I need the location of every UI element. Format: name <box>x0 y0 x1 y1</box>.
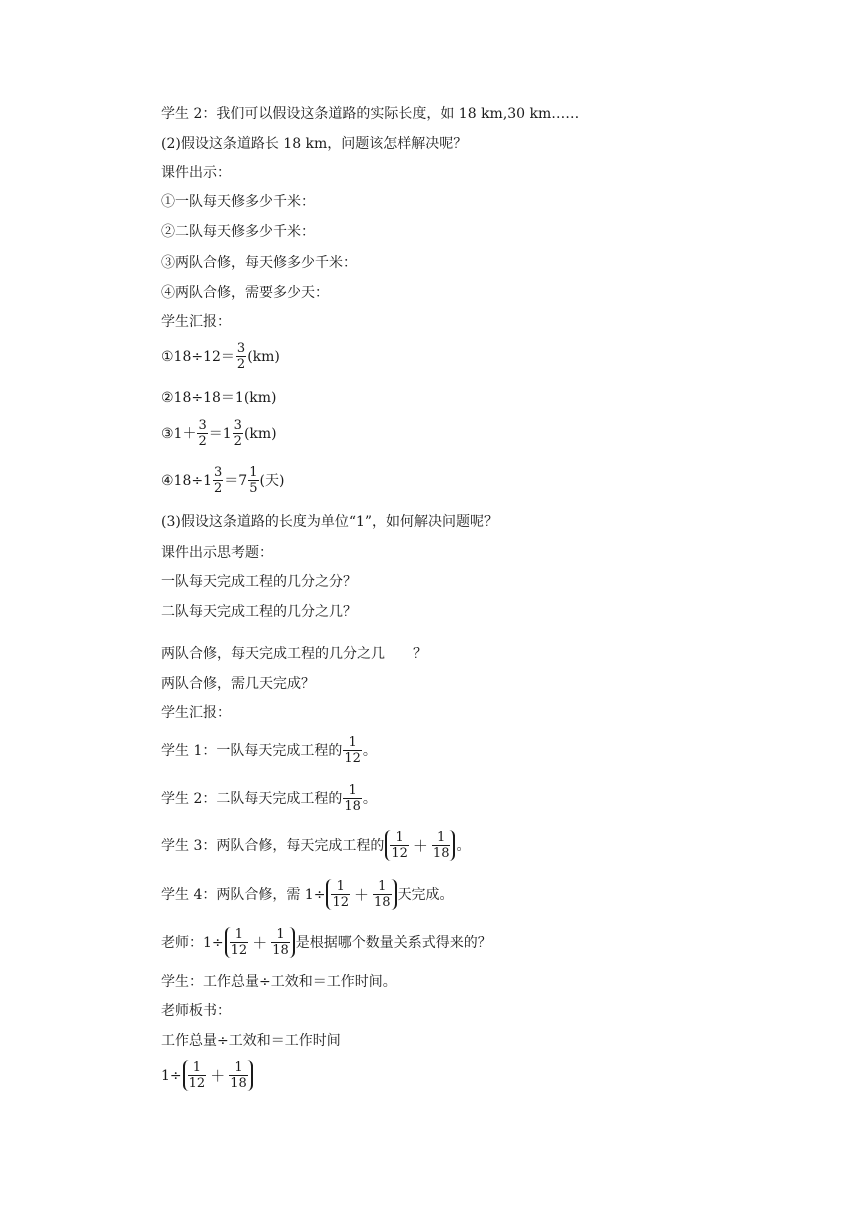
equation-1 <box>161 341 280 372</box>
answer-text: 。 <box>456 837 471 854</box>
fraction <box>343 735 362 766</box>
text-line: 课件出示： <box>161 165 231 181</box>
numerator: 1 <box>192 1060 202 1075</box>
fraction <box>343 783 362 814</box>
plus-sign: ＋ <box>354 885 370 904</box>
parenthesized-sum <box>225 927 295 958</box>
text-line: 学生：工作总量÷工效和＝工作时间。 <box>161 974 397 990</box>
answer-text: 。 <box>362 742 377 759</box>
denominator: 12 <box>344 751 361 766</box>
text-line: 两队合修，需几天完成？ <box>161 676 315 692</box>
question-text: 是根据哪个数量关系式得来的？ <box>295 934 492 951</box>
text-line: 二队每天完成工程的几分之几？ <box>161 604 357 620</box>
fraction <box>197 418 207 449</box>
denominator: 2 <box>198 434 207 449</box>
text-line: 工作总量÷工效和＝工作时间 <box>161 1033 341 1049</box>
numerator: 1 <box>437 830 446 845</box>
student-1-answer <box>161 735 377 766</box>
text-line: 老师板书： <box>161 1003 231 1019</box>
parenthesized-sum <box>326 879 396 910</box>
student-3-answer <box>161 830 470 861</box>
plus-sign: ＋ <box>252 933 268 952</box>
answer-text: 天完成。 <box>397 886 454 903</box>
board-formula <box>161 1060 254 1091</box>
fraction <box>188 1060 207 1091</box>
answer-text: 。 <box>362 790 377 807</box>
denominator: 5 <box>249 481 258 496</box>
equation-text: ＝7 <box>224 472 248 489</box>
numerator: 1 <box>395 830 404 845</box>
numerator: 3 <box>214 465 223 480</box>
plus-sign: ＋ <box>412 836 428 855</box>
text-line: 一队每天完成工程的几分之分？ <box>161 574 357 590</box>
denominator: 18 <box>432 846 450 861</box>
text-line: ④两队合修，需要多少天： <box>161 285 329 301</box>
equation-3 <box>161 418 277 449</box>
text-line: ①一队每天修多少千米： <box>161 194 315 210</box>
answer-text: 学生 1：一队每天完成工程的 <box>161 742 343 759</box>
equation-text: (km) <box>247 348 280 365</box>
answer-text: 学生 4：两队合修，需 1÷ <box>161 886 326 903</box>
equation-text: ③1＋ <box>161 425 197 442</box>
denominator: 2 <box>214 481 223 496</box>
fraction <box>432 830 451 861</box>
equation-text: ①18÷12＝ <box>161 348 235 365</box>
numerator: 3 <box>198 418 207 433</box>
numerator: 1 <box>348 783 357 798</box>
text-line: 课件出示思考题： <box>161 545 273 561</box>
denominator: 2 <box>233 434 242 449</box>
formula-text: 1÷ <box>161 1067 182 1084</box>
text-line: 两队合修，每天完成工程的几分之几 ？ <box>161 646 427 662</box>
numerator: 1 <box>249 465 258 480</box>
equation-2: ②18÷18＝1(km) <box>161 390 277 406</box>
student-4-answer <box>161 879 454 910</box>
equation-4 <box>161 465 284 496</box>
numerator: 3 <box>233 418 242 433</box>
equation-text: (km) <box>243 425 277 442</box>
plus-sign: ＋ <box>210 1066 226 1085</box>
fraction <box>331 879 350 910</box>
denominator: 18 <box>374 895 391 910</box>
text-line: 学生汇报： <box>161 314 231 330</box>
numerator: 1 <box>348 735 357 750</box>
equation-text: (天) <box>259 472 285 489</box>
fraction <box>236 341 246 372</box>
fraction <box>248 465 258 496</box>
equation-text: ④18÷1 <box>161 472 213 489</box>
denominator: 18 <box>344 799 361 814</box>
text-line: 学生 2：我们可以假设这条道路的实际长度，如 18 km,30 km…… <box>161 106 580 122</box>
fraction <box>373 879 392 910</box>
fraction <box>230 927 249 958</box>
numerator: 1 <box>378 879 387 894</box>
answer-text: 学生 2：二队每天完成工程的 <box>161 790 343 807</box>
denominator: 12 <box>230 943 248 958</box>
question-text: 老师：1÷ <box>161 934 224 951</box>
denominator: 12 <box>391 846 408 861</box>
fraction <box>229 1060 248 1091</box>
numerator: 1 <box>234 927 244 942</box>
denominator: 18 <box>230 1076 247 1091</box>
answer-text: 学生 3：两队合修，每天完成工程的 <box>161 837 385 854</box>
text-line: (2)假设这条道路长 18 km，问题该怎样解决呢？ <box>161 136 468 152</box>
denominator: 2 <box>236 357 246 372</box>
denominator: 12 <box>188 1076 206 1091</box>
parenthesized-sum <box>385 830 455 861</box>
fraction <box>213 465 223 496</box>
text-line: ③两队合修，每天修多少千米： <box>161 255 357 271</box>
numerator: 3 <box>236 341 246 356</box>
fraction <box>271 927 290 958</box>
text-line: ②二队每天修多少千米： <box>161 224 315 240</box>
equation-text: ＝1 <box>208 425 232 442</box>
numerator: 1 <box>234 1060 243 1075</box>
text-line: (3)假设这条道路的长度为单位“1”，如何解决问题呢？ <box>161 514 499 530</box>
text-line: 学生汇报： <box>161 705 231 721</box>
denominator: 12 <box>332 895 349 910</box>
numerator: 1 <box>336 879 345 894</box>
denominator: 18 <box>272 943 289 958</box>
teacher-question <box>161 927 492 958</box>
fraction <box>390 830 409 861</box>
student-2-answer <box>161 783 377 814</box>
fraction <box>233 418 243 449</box>
numerator: 1 <box>276 927 285 942</box>
parenthesized-sum <box>183 1060 253 1091</box>
